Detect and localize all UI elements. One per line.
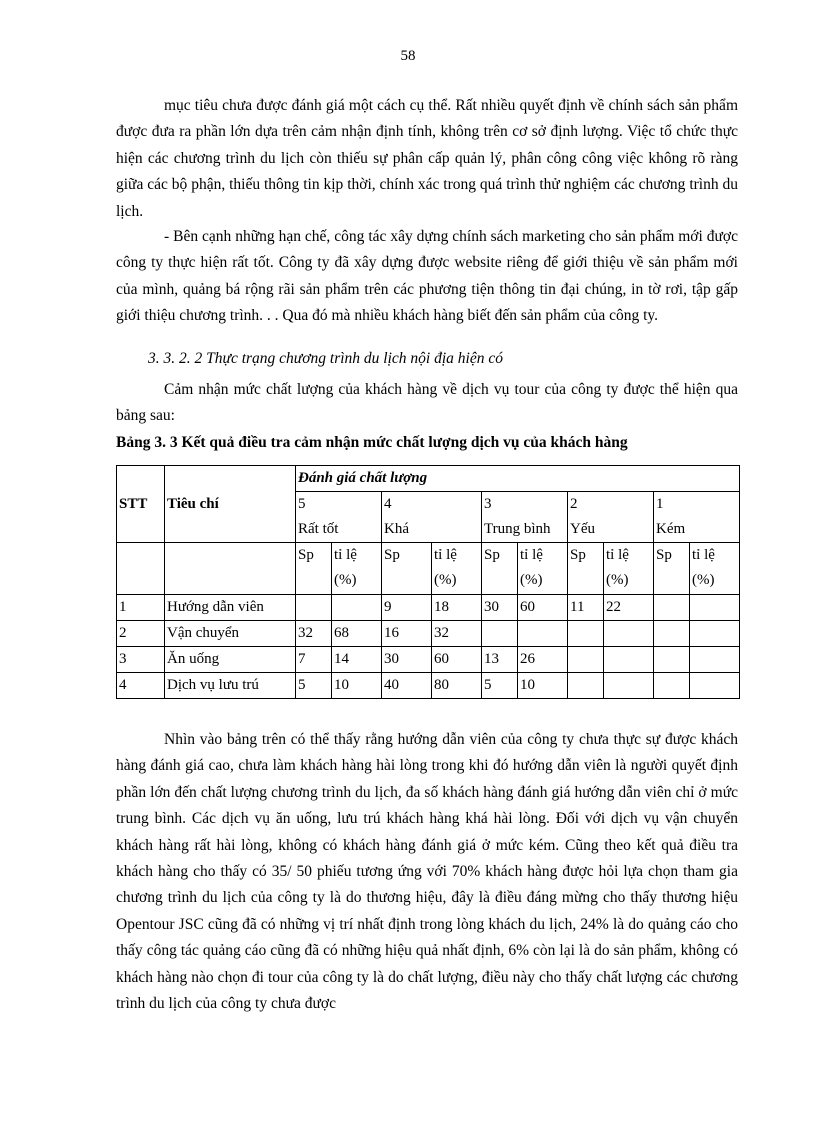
empty-cell xyxy=(117,543,165,595)
cell: 11 xyxy=(568,595,604,621)
level-header xyxy=(482,492,568,543)
level-score: 2 xyxy=(570,496,578,512)
row-stt: 1 xyxy=(117,595,165,621)
cell xyxy=(296,595,332,621)
level-header xyxy=(296,492,382,543)
level-header xyxy=(568,492,654,543)
cell xyxy=(604,621,654,647)
cell: 30 xyxy=(382,647,432,673)
sub-sp: Sp xyxy=(482,543,518,595)
level-label: Trung bình xyxy=(484,521,551,537)
sub-sp: Sp xyxy=(382,543,432,595)
sub-sp: Sp xyxy=(568,543,604,595)
level-header xyxy=(654,492,740,543)
cell xyxy=(654,621,690,647)
level-label: Rất tốt xyxy=(298,521,339,537)
level-score: 3 xyxy=(484,496,492,512)
table-caption: Bảng 3. 3 Kết quả điều tra cảm nhận mức chất lượng dịch vụ của khách hàng xyxy=(116,434,628,451)
cell xyxy=(690,673,740,699)
cell: 9 xyxy=(382,595,432,621)
cell xyxy=(604,673,654,699)
cell xyxy=(604,647,654,673)
cell: 68 xyxy=(332,621,382,647)
table-header-row-group xyxy=(117,466,740,492)
cell: 7 xyxy=(296,647,332,673)
cell: 16 xyxy=(382,621,432,647)
cell xyxy=(568,673,604,699)
sub-sp: Sp xyxy=(654,543,690,595)
row-criteria: Dịch vụ lưu trú xyxy=(165,673,296,699)
cell: 10 xyxy=(518,673,568,699)
cell: 5 xyxy=(296,673,332,699)
table-row xyxy=(117,621,740,647)
cell: 18 xyxy=(432,595,482,621)
level-score: 1 xyxy=(656,496,664,512)
cell xyxy=(518,621,568,647)
cell xyxy=(654,595,690,621)
cell xyxy=(332,595,382,621)
page-number: 58 xyxy=(400,48,416,64)
quality-survey-table xyxy=(116,465,740,699)
table-row xyxy=(117,647,740,673)
cell xyxy=(690,621,740,647)
level-label: Kém xyxy=(656,521,686,537)
cell: 60 xyxy=(432,647,482,673)
sub-sp: Sp xyxy=(296,543,332,595)
sub-rate: tỉ lệ (%) xyxy=(332,543,382,595)
cell xyxy=(654,647,690,673)
table-row xyxy=(117,673,740,699)
paragraph-table-intro: Cảm nhận mức chất lượng của khách hàng về dịch vụ tour của công ty được thể hiện qua bảng sau: xyxy=(116,381,738,425)
row-criteria: Vận chuyển xyxy=(165,621,296,647)
paragraph-intro: mục tiêu chưa được đánh giá một cách cụ thể. Rất nhiều quyết định về chính sách sản phẩm được đưa ra phần lớn dựa trên cảm nhận định tính, không trên cơ sở định lượng. Việc tổ chức thực hiện các chương trình du lịch còn thiếu sự phân cấp quản lý, phân công công việc không rõ ràng giữa các bộ phận, thiếu thông tin kịp thời, chính xác trong quá trình thử nghiệm các chương trình du lịch. xyxy=(116,97,738,220)
cell: 60 xyxy=(518,595,568,621)
section-subheading: 3. 3. 2. 2 Thực trạng chương trình du lịch nội địa hiện có xyxy=(148,350,503,367)
level-score: 4 xyxy=(384,496,392,512)
cell: 5 xyxy=(482,673,518,699)
paragraph-analysis: Nhìn vào bảng trên có thể thấy rằng hướng dẫn viên của công ty chưa thực sự được khách hàng đánh giá cao, chưa làm khách hàng hài lòng trong khi đó hướng dẫn viên là người quyết định phần lớn đến chất lượng chương trình du lịch, đa số khách hàng đánh giá hướng dẫn viên chỉ ở mức trung bình. Các dịch vụ ăn uống, lưu trú khách hàng khá hài lòng. Đối với dịch vụ vận chuyển khách hàng rất hài lòng, không có khách hàng đánh giá ở mức kém. Cũng theo kết quả điều tra khách hàng cho thấy có 35/ 50 phiếu tương ứng với 70% khách hàng được hỏi lựa chọn tham gia chương trình du lịch của công ty là do thương hiệu, đây là điều đáng mừng cho thấy thương hiệu Opentour JSC cũng đã có những vị trí nhất định trong lòng khách du lịch, 24% là do quảng cáo cho thấy công tác quảng cáo cũng đã có những hiệu quả nhất định, 6% còn lại là do sản phẩm, không có khách hàng nào chọn đi tour của công ty là do chất lượng, điều này cho thấy chất lượng các chương trình du lịch của công ty chưa được xyxy=(116,731,738,1013)
level-header xyxy=(382,492,482,543)
empty-cell xyxy=(165,543,296,595)
paragraph-marketing: - Bên cạnh những hạn chế, công tác xây dựng chính sách marketing cho sản phẩm mới được công ty thực hiện rất tốt. Công ty đã xây dựng được website riêng để giới thiệu về sản phẩm mới của mình, quảng bá rộng rãi sản phẩm trên các phương tiện thông tin đại chúng, in tờ rơi, tập gấp giới thiệu chương trình. . . Qua đó mà nhiều khách hàng biết đến sản phẩm của công ty. xyxy=(116,228,738,325)
row-criteria: Hướng dẫn viên xyxy=(165,595,296,621)
level-label: Yếu xyxy=(570,521,595,537)
header-criteria: Tiêu chí xyxy=(165,466,296,543)
cell: 13 xyxy=(482,647,518,673)
row-stt: 3 xyxy=(117,647,165,673)
cell: 22 xyxy=(604,595,654,621)
sub-rate: tỉ lệ (%) xyxy=(604,543,654,595)
cell: 40 xyxy=(382,673,432,699)
row-stt: 4 xyxy=(117,673,165,699)
table-row xyxy=(117,595,740,621)
level-label: Khá xyxy=(384,521,409,537)
level-score: 5 xyxy=(298,496,306,512)
sub-rate: tỉ lệ (%) xyxy=(690,543,740,595)
cell xyxy=(690,595,740,621)
sub-rate: tỉ lệ (%) xyxy=(518,543,568,595)
cell: 80 xyxy=(432,673,482,699)
cell: 10 xyxy=(332,673,382,699)
row-stt: 2 xyxy=(117,621,165,647)
sub-rate: tỉ lệ (%) xyxy=(432,543,482,595)
cell: 14 xyxy=(332,647,382,673)
cell: 26 xyxy=(518,647,568,673)
cell xyxy=(482,621,518,647)
cell xyxy=(654,673,690,699)
cell: 32 xyxy=(432,621,482,647)
cell xyxy=(568,621,604,647)
cell: 32 xyxy=(296,621,332,647)
cell xyxy=(568,647,604,673)
table-header-row-sub xyxy=(117,543,740,595)
header-quality-group: Đánh giá chất lượng xyxy=(296,466,740,492)
header-stt: STT xyxy=(117,466,165,543)
row-criteria: Ăn uống xyxy=(165,647,296,673)
cell: 30 xyxy=(482,595,518,621)
cell xyxy=(690,647,740,673)
